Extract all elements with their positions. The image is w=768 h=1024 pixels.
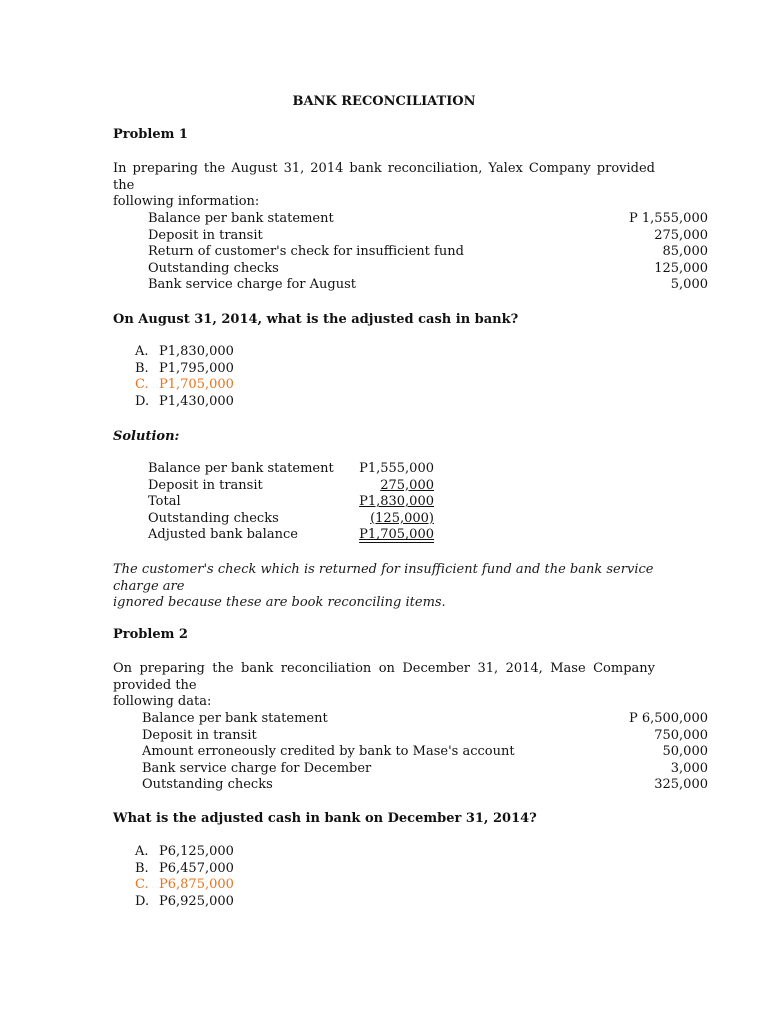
solution-amount: P1,705,000 [359, 527, 434, 543]
solution-label-cell: Outstanding checks [148, 510, 279, 526]
option-letter: B. [135, 360, 149, 376]
item-amount: 325,000 [654, 777, 708, 793]
option-a[interactable] [135, 344, 234, 361]
item-amount: P 1,555,000 [628, 211, 708, 226]
option-c-correct[interactable] [135, 877, 234, 894]
item-label: Deposit in transit [148, 227, 263, 243]
item-amount: 85,000 [662, 244, 708, 260]
option-letter: A. [135, 844, 149, 859]
item-amount: 750,000 [654, 727, 708, 743]
problem-1-question: On August 31, 2014, what is the adjusted cash in bank? [113, 312, 519, 327]
option-a[interactable] [135, 844, 234, 861]
item-label: Deposit in transit [142, 727, 257, 743]
solution-label-cell: Deposit in transit [148, 477, 263, 493]
option-letter: D. [135, 393, 150, 409]
item-label: Bank service charge for December [142, 760, 372, 776]
problem-2-intro-line1: On preparing the bank reconciliation on December 31, 2014, Mase Company provided the [113, 661, 655, 693]
item-amount: P 6,500,000 [628, 711, 708, 726]
solution-note-line1: The customer's check which is returned for insufficient fund and the bank service charge are [113, 562, 654, 594]
solution-amount: 275,000 [380, 477, 434, 493]
option-letter: D. [135, 893, 150, 909]
option-text: P1,795,000 [159, 360, 234, 376]
solution-note [113, 562, 673, 612]
problem-2-intro [113, 661, 655, 711]
option-text: P6,925,000 [159, 893, 234, 909]
problem-1-intro [113, 161, 655, 211]
option-text: P6,875,000 [159, 877, 234, 893]
problem-1-intro-line2: following information: [113, 194, 260, 210]
item-label: Return of customer's check for insufficient fund [148, 244, 464, 260]
option-text: P6,457,000 [159, 860, 234, 876]
option-text: P1,430,000 [159, 393, 234, 409]
solution-amount: (125,000) [370, 510, 434, 526]
solution-label-cell: Adjusted bank balance [148, 527, 298, 543]
solution-amount: P1,555,000 [359, 461, 434, 476]
item-amount: 50,000 [662, 744, 708, 760]
problem-2-question: What is the adjusted cash in bank on December 31, 2014? [113, 811, 537, 826]
option-letter: C. [135, 377, 149, 393]
item-label: Balance per bank statement [148, 211, 334, 226]
option-d[interactable] [135, 894, 234, 911]
item-label: Amount erroneously credited by bank to Mase's account [142, 744, 515, 760]
problem-1-heading: Problem 1 [113, 127, 188, 142]
item-amount: 5,000 [670, 277, 708, 293]
option-b[interactable] [135, 861, 234, 878]
item-amount: 125,000 [654, 260, 708, 276]
item-label: Bank service charge for August [148, 277, 356, 293]
option-letter: B. [135, 860, 149, 876]
problem-2-intro-line2: following data: [113, 694, 212, 710]
solution-label: Solution: [113, 429, 180, 444]
option-text: P1,705,000 [159, 377, 234, 393]
solution-amount: P1,830,000 [359, 494, 434, 510]
option-b[interactable] [135, 361, 234, 378]
option-d[interactable] [135, 394, 234, 411]
item-label: Balance per bank statement [142, 711, 328, 726]
problem-1-intro-line1: In preparing the August 31, 2014 bank reconciliation, Yalex Company provided the [113, 161, 655, 193]
option-letter: A. [135, 344, 149, 359]
solution-label-cell: Total [148, 494, 181, 510]
option-letter: C. [135, 877, 149, 893]
option-c-correct[interactable] [135, 377, 234, 394]
item-amount: 275,000 [654, 227, 708, 243]
solution-label-cell: Balance per bank statement [148, 461, 334, 476]
document-title: BANK RECONCILIATION [292, 94, 476, 109]
item-label: Outstanding checks [148, 260, 279, 276]
solution-note-line2: ignored because these are book reconciling items. [113, 595, 446, 611]
problem-2-heading: Problem 2 [113, 627, 188, 642]
item-label: Outstanding checks [142, 777, 273, 793]
option-text: P1,830,000 [159, 344, 234, 359]
option-text: P6,125,000 [159, 844, 234, 859]
item-amount: 3,000 [670, 760, 708, 776]
